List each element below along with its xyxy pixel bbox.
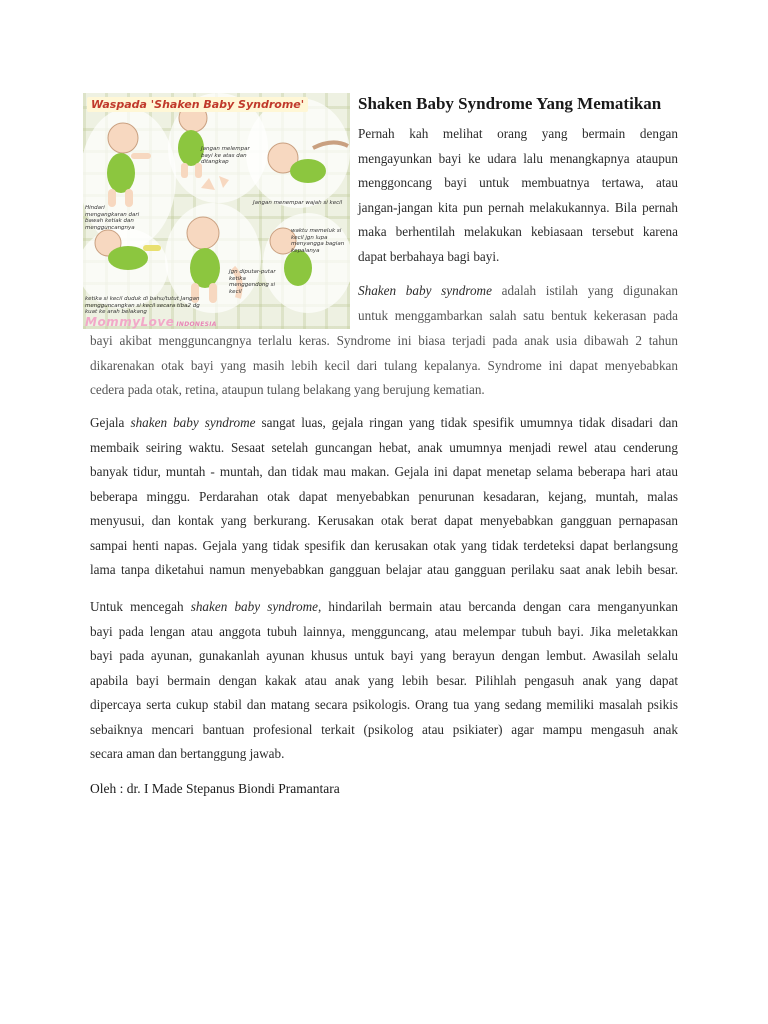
text-fragment: sangat luas, gejala ringan yang tidak spesifik umumnya tidak disadari dan — [261, 415, 679, 430]
text-line: lama tanpa diketahui namun menyebabkan gangguan belajar atau gangguan perilaku saat anak lebih besar. — [90, 562, 678, 577]
illustration-title: Waspada 'Shaken Baby Syndrome' — [87, 97, 308, 112]
logo-subtext: INDONESIA — [176, 321, 217, 328]
illustration-note: waktu memeluk si kecil jgn lupa menyangga bagian kepalanya — [291, 228, 345, 254]
text-line: cedera pada otak, retina, ataupun tulang belakang yang berujung kematian. — [90, 382, 485, 397]
text-fragment: , hindarilah bermain atau bercanda dengan cara menganyunkan — [318, 599, 679, 614]
italic-term: Shaken baby syndrome — [358, 283, 492, 298]
paragraph-prevention — [90, 595, 678, 767]
text-line: bayi pada ayunan, gunakanlah ayunan khusus untuk bayi yang berayun dengan lembut. Awasilah selalu — [90, 648, 678, 663]
paragraph-intro — [358, 122, 678, 269]
text-line: mengayunkan bayi ke udara lalu menangkapnya ataupun — [358, 150, 678, 166]
text-line: secara aman dan bertanggung jawab. — [90, 746, 285, 761]
text-fragment: Gejala — [90, 415, 125, 430]
text-line: dipercaya serta cukup stabil dan matang secara psikologis. Orang tua yang sedang memiliki masalah psikis — [90, 697, 678, 712]
text-line: dapat berbahaya bagi bayi. — [358, 248, 500, 264]
text-line: jangan-jangan kita pun pernah melakukannya. Bila pernah — [358, 199, 678, 215]
paragraph-symptoms — [90, 411, 678, 583]
text-line: menyusui, dan kontak yang berkurang. Kerusakan otak berat dapat menyebabkan gangguan pernapasan — [90, 513, 678, 528]
mommylove-logo — [85, 315, 348, 329]
text-line: banyak tidur, muntah - muntah, dan tidak mau makan. Gejala ini dapat menetap selama beberapa hari atau — [90, 464, 678, 479]
illustration-note: Jangan menempar wajah si kecil — [253, 200, 343, 206]
text-line: untuk menggambarkan salah satu bentuk kekerasan pada — [358, 307, 678, 323]
text-line: sebaiknya mencari bantuan profesional terkait (psikolog atau psikiater) agar mampu mengasuh anak — [90, 721, 678, 737]
text-line: dikarenakan otak bayi yang masih lebih kecil dari tulang kepalanya. Syndrome ini dapat menyebabkan — [90, 357, 678, 373]
text-line: sampai henti napas. Gejala yang tidak spesifik dan kerusakan otak yang tidak terdeteksi dapat berlangsung — [90, 537, 678, 553]
illustration-note: ketika si kecil duduk di bahu/tutut Jangan mengguncangkan si kecil secara tiba2 dg kuat ke arah belakang — [85, 296, 200, 315]
author-credit: Oleh : dr. I Made Stepanus Biondi Pramantara — [90, 781, 340, 796]
illustration-note: Hindari mengangkaran dari bawah ketiak dan mengguncangnya — [85, 205, 140, 231]
italic-term: shaken baby syndrome — [130, 415, 256, 430]
text-line — [358, 279, 678, 304]
article-title: Shaken Baby Syndrome Yang Mematikan — [358, 94, 662, 113]
text-fragment: Untuk mencegah — [90, 599, 184, 614]
text-line: apabila bayi bermain dengan kakak atau anak yang lebih besar. Pilihlah pengasuh anak yang dapat — [90, 672, 678, 688]
shaken-baby-illustration — [83, 93, 350, 329]
paragraph-definition-rest — [90, 329, 678, 403]
text-line — [90, 595, 678, 620]
text-fragment: adalah istilah yang digunakan — [501, 283, 679, 298]
illustration-note: Jgn diputar-putar ketika menggendong si kecil — [229, 269, 276, 295]
text-line: membaik seiring waktu. Sesaat setelah guncangan hebat, anak umumnya menjadi rewel atau cenderung — [90, 439, 678, 455]
text-line: bayi pada lengan atau anggota tubuh lainnya, mengguncang, atau melempar tubuh bayi. Jika meletakkan — [90, 623, 678, 639]
text-line: beberapa minggu. Perdarahan otak dapat menyebabkan penurunan kesadaran, kejang, muntah, malas — [90, 488, 678, 504]
text-line: bayi akibat mengguncangnya terlalu keras. Syndrome ini biasa terjadi pada anak usia dibawah 2 tahun — [90, 333, 678, 348]
text-line: maka berhentilah melakukan kebiasaan tersebut karena — [358, 224, 678, 239]
paragraph-definition-top — [358, 279, 678, 328]
text-line — [90, 411, 678, 436]
text-line: Pernah kah melihat orang yang bermain dengan — [358, 126, 678, 141]
text-line: menggoncang bayi untuk membuatnya tertawa, atau — [358, 175, 678, 190]
italic-term: shaken baby syndrome — [190, 599, 318, 614]
illustration-note: Jangan melempar bayi ke atas dan ditangkap — [201, 146, 250, 165]
logo-text: MommyLove — [85, 315, 175, 329]
